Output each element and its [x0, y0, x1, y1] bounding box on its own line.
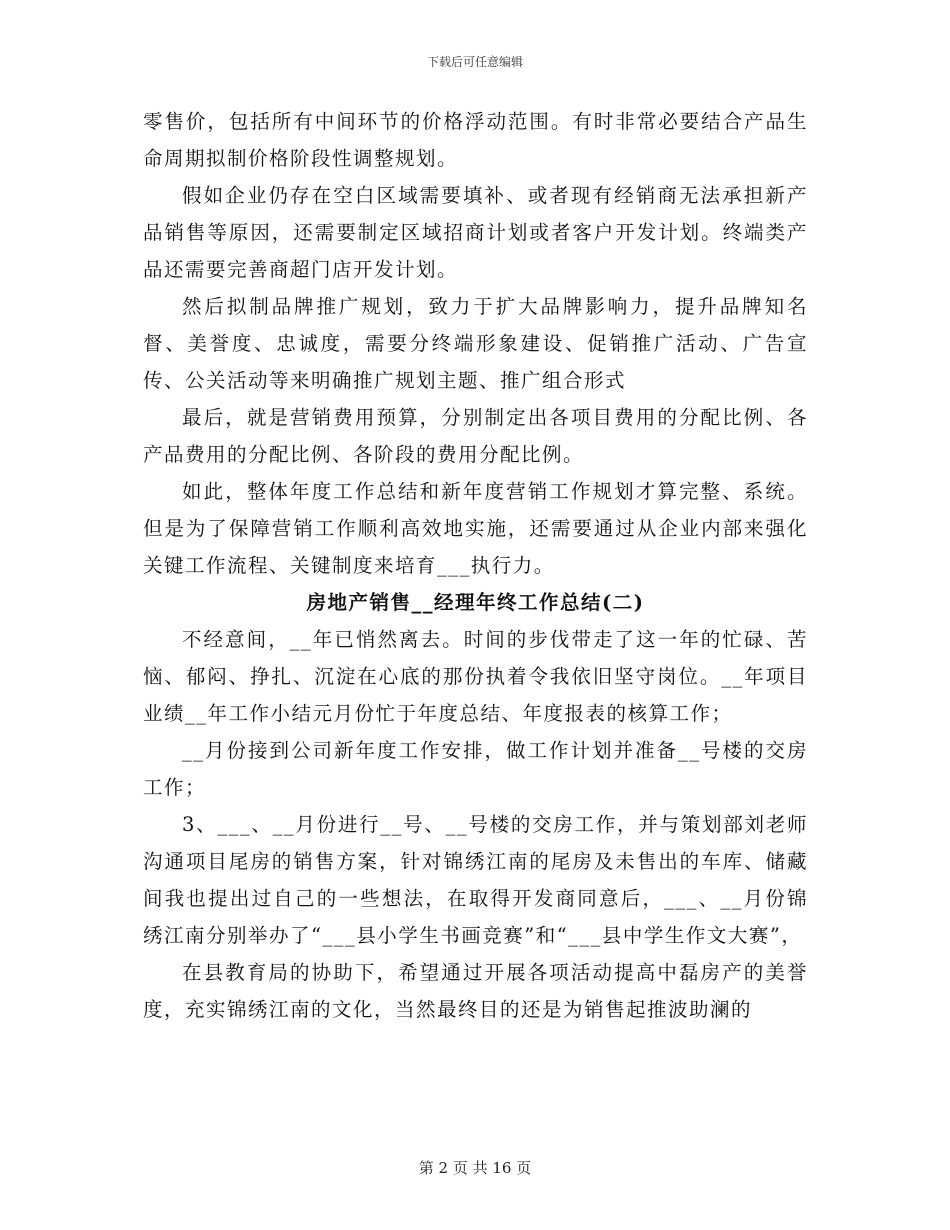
section-title: 房地产销售__经理年终工作总结(二) — [306, 591, 645, 614]
document-body — [143, 103, 808, 1028]
paragraph: __月份接到公司新年度工作安排，做工作计划并准备__号楼的交房工作； — [143, 739, 808, 799]
paragraph: 如此，整体年度工作总结和新年度营销工作规划才算完整、系统。但是为了保障营销工作顺利高效地实施，还需要通过从企业内部来强化关键工作流程、关键制度来培育___执行力。 — [143, 480, 808, 577]
paragraph: 不经意间，__年已悄然离去。时间的步伐带走了这一年的忙碌、苦恼、郁闷、挣扎、沉淀在心底的那份执着令我依旧坚守岗位。__年项目业绩__年工作小结元月份忙于年度总结、年度报表的核算工作； — [143, 628, 808, 725]
paragraph-continuation: 零售价，包括所有中间环节的价格浮动范围。有时非常必要结合产品生命周期拟制价格阶段性调整规划。 — [143, 110, 808, 170]
page-footer: 第 2 页 共 16 页 — [418, 1159, 532, 1177]
paragraph: 然后拟制品牌推广规划，致力于扩大品牌影响力，提升品牌知名督、美誉度、忠诚度，需要分终端形象建设、促销推广活动、广告宣传、公关活动等来明确推广规划主题、推广组合形式 — [143, 295, 808, 392]
paragraph: 最后，就是营销费用预算，分别制定出各项目费用的分配比例、各产品费用的分配比例、各阶段的费用分配比例。 — [143, 406, 808, 466]
paragraph: 3、___、__月份进行__号、__号楼的交房工作，并与策划部刘老师沟通项目尾房的销售方案，针对锦绣江南的尾房及未售出的车库、储藏间我也提出过自己的一些想法，在取得开发商同意后，___、__月份锦绣江南分别举办了“___县小学生书画竞赛”和“___县中学生作文大赛”， — [143, 813, 808, 947]
paragraph: 在县教育局的协助下，希望通过开展各项活动提高中磊房产的美誉度，充实锦绣江南的文化，当然最终目的还是为销售起推波助澜的 — [143, 961, 808, 1021]
page-header: 下载后可任意编辑 — [426, 55, 523, 69]
paragraph: 假如企业仍存在空白区域需要填补、或者现有经销商无法承担新产品销售等原因，还需要制定区域招商计划或者客户开发计划。终端类产品还需要完善商超门店开发计划。 — [143, 184, 808, 281]
